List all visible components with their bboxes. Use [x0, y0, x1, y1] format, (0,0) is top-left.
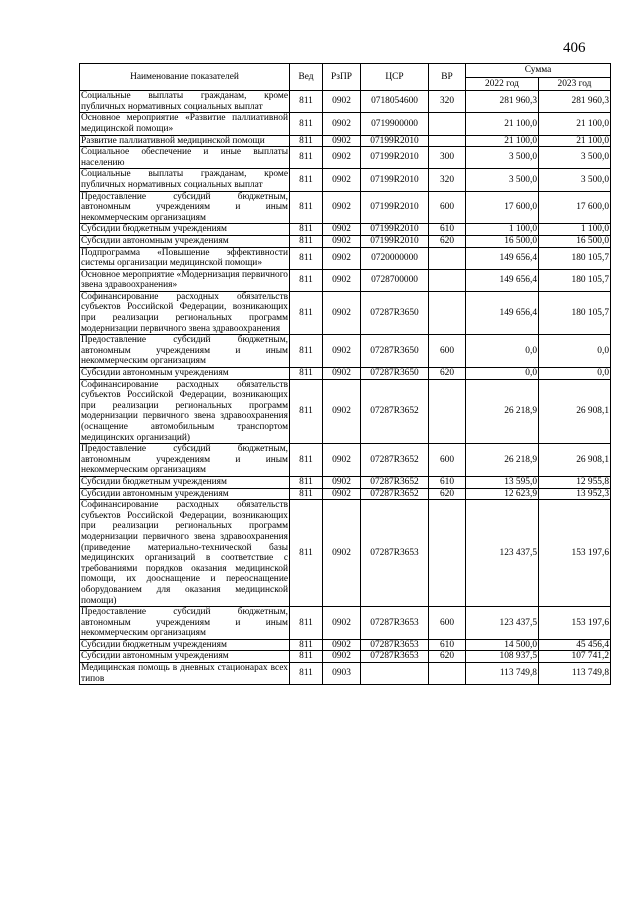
row-ved: 811	[290, 269, 323, 291]
row-ved: 811	[290, 224, 323, 236]
row-name: Развитие паллиативной медицинской помощи	[80, 135, 290, 147]
row-sum-2023: 180 105,7	[539, 269, 611, 291]
row-sum-2023: 17 600,0	[539, 191, 611, 224]
row-vr	[429, 135, 466, 147]
row-name: Социальное обеспечение и иные выплаты населению	[81, 147, 288, 168]
row-name: Медицинская помощь в дневных стационарах всех типов	[81, 663, 288, 684]
row-sum-2022: 26 218,9	[466, 444, 539, 477]
row-vr	[429, 113, 466, 135]
table-row	[80, 91, 611, 113]
budget-table	[79, 63, 611, 685]
row-sum-2022: 3 500,0	[466, 169, 539, 191]
row-sum-2023: 26 908,1	[539, 444, 611, 477]
row-csr	[361, 663, 429, 685]
row-name: Социальные выплаты гражданам, кроме публичных нормативных социальных выплат	[81, 169, 288, 190]
row-sum-2023: 180 105,7	[539, 247, 611, 269]
row-csr: 07287R3650	[361, 335, 429, 368]
row-ved: 811	[290, 113, 323, 135]
row-sum-2022: 26 218,9	[466, 379, 539, 444]
row-ved: 811	[290, 91, 323, 113]
row-sum-2023: 21 100,0	[539, 113, 611, 135]
row-csr: 0718054600	[361, 91, 429, 113]
row-ved: 811	[290, 651, 323, 663]
header-sum: Сумма	[466, 64, 611, 78]
row-sum-2022: 13 595,0	[466, 476, 539, 488]
row-sum-2022: 123 437,5	[466, 607, 539, 640]
row-name: Субсидии автономным учреждениям	[80, 368, 290, 380]
row-rzpr: 0902	[323, 500, 361, 607]
row-sum-2022: 14 500,0	[466, 639, 539, 651]
table-row	[80, 663, 611, 685]
row-ved: 811	[290, 379, 323, 444]
table-row	[80, 335, 611, 368]
row-sum-2022: 16 500,0	[466, 235, 539, 247]
row-sum-2022: 17 600,0	[466, 191, 539, 224]
table-row	[80, 235, 611, 247]
row-ved: 811	[290, 147, 323, 169]
row-name: Субсидии автономным учреждениям	[80, 651, 290, 663]
row-vr: 320	[429, 91, 466, 113]
row-vr: 600	[429, 191, 466, 224]
row-sum-2023: 153 197,6	[539, 607, 611, 640]
header-year-2023: 2023 год	[539, 77, 611, 91]
header-year-2022: 2022 год	[466, 77, 539, 91]
row-rzpr: 0902	[323, 191, 361, 224]
row-csr: 07287R3650	[361, 368, 429, 380]
table-row	[80, 147, 611, 169]
row-rzpr: 0902	[323, 379, 361, 444]
row-rzpr: 0902	[323, 147, 361, 169]
table-row	[80, 476, 611, 488]
row-vr: 610	[429, 639, 466, 651]
row-vr: 600	[429, 335, 466, 368]
row-name: Субсидии бюджетным учреждениям	[80, 224, 290, 236]
row-name: Основное мероприятие «Модернизация первичного звена здравоохранения»	[81, 269, 288, 291]
row-csr: 07199R2010	[361, 169, 429, 191]
row-rzpr: 0902	[323, 91, 361, 113]
row-ved: 811	[290, 368, 323, 380]
row-name: Предоставление субсидий бюджетным, автономным учреждениям и иным некоммерческим организациям	[81, 444, 288, 476]
table-body	[80, 91, 611, 685]
row-sum-2023: 281 960,3	[539, 91, 611, 113]
row-name: Субсидии бюджетным учреждениям	[80, 639, 290, 651]
row-sum-2022: 0,0	[466, 335, 539, 368]
row-sum-2023: 26 908,1	[539, 379, 611, 444]
row-csr: 07287R3652	[361, 488, 429, 500]
row-csr: 07199R2010	[361, 135, 429, 147]
row-vr: 620	[429, 235, 466, 247]
row-vr: 320	[429, 169, 466, 191]
row-csr: 07199R2010	[361, 147, 429, 169]
row-vr: 620	[429, 651, 466, 663]
row-rzpr: 0902	[323, 247, 361, 269]
row-sum-2023: 0,0	[539, 368, 611, 380]
row-rzpr: 0902	[323, 639, 361, 651]
row-rzpr: 0902	[323, 113, 361, 135]
row-sum-2023: 45 456,4	[539, 639, 611, 651]
row-vr	[429, 291, 466, 334]
table-row	[80, 291, 611, 334]
row-name: Подпрограмма «Повышение эффективности системы организации медицинской помощи»	[81, 247, 288, 269]
table-row	[80, 191, 611, 224]
row-csr: 0728700000	[361, 269, 429, 291]
row-sum-2022: 108 937,5	[466, 651, 539, 663]
row-rzpr: 0902	[323, 224, 361, 236]
row-csr: 0719900000	[361, 113, 429, 135]
row-csr: 07199R2010	[361, 224, 429, 236]
row-csr: 07287R3652	[361, 379, 429, 444]
row-sum-2022: 3 500,0	[466, 147, 539, 169]
row-vr: 610	[429, 224, 466, 236]
row-sum-2022: 12 623,9	[466, 488, 539, 500]
row-sum-2023: 0,0	[539, 335, 611, 368]
row-ved: 811	[290, 291, 323, 334]
row-vr: 620	[429, 488, 466, 500]
row-ved: 811	[290, 639, 323, 651]
header-rzpr: РзПР	[323, 64, 361, 91]
row-rzpr: 0902	[323, 235, 361, 247]
header-name: Наименование показателей	[80, 64, 290, 91]
row-ved: 811	[290, 607, 323, 640]
table-row	[80, 488, 611, 500]
row-ved: 811	[290, 500, 323, 607]
row-vr: 610	[429, 476, 466, 488]
row-csr: 0720000000	[361, 247, 429, 269]
row-csr: 07287R3653	[361, 651, 429, 663]
row-sum-2023: 21 100,0	[539, 135, 611, 147]
row-rzpr: 0902	[323, 651, 361, 663]
row-csr: 07287R3652	[361, 444, 429, 477]
row-sum-2023: 13 952,3	[539, 488, 611, 500]
row-ved: 811	[290, 488, 323, 500]
row-ved: 811	[290, 135, 323, 147]
row-sum-2023: 16 500,0	[539, 235, 611, 247]
header-ved: Вед	[290, 64, 323, 91]
table-row	[80, 500, 611, 607]
row-csr: 07287R3653	[361, 639, 429, 651]
table-row	[80, 368, 611, 380]
row-csr: 07287R3653	[361, 607, 429, 640]
row-sum-2022: 0,0	[466, 368, 539, 380]
row-csr: 07287R3650	[361, 291, 429, 334]
table-row	[80, 444, 611, 477]
row-sum-2022: 149 656,4	[466, 291, 539, 334]
row-vr	[429, 663, 466, 685]
row-sum-2023: 3 500,0	[539, 169, 611, 191]
row-rzpr: 0902	[323, 291, 361, 334]
row-rzpr: 0902	[323, 135, 361, 147]
row-rzpr: 0902	[323, 607, 361, 640]
row-sum-2022: 1 100,0	[466, 224, 539, 236]
table-row	[80, 113, 611, 135]
row-sum-2022: 21 100,0	[466, 113, 539, 135]
row-rzpr: 0902	[323, 488, 361, 500]
row-sum-2023: 153 197,6	[539, 500, 611, 607]
row-rzpr: 0902	[323, 335, 361, 368]
header-vr: ВР	[429, 64, 466, 91]
row-sum-2022: 281 960,3	[466, 91, 539, 113]
row-name: Софинансирование расходных обязательств субъектов Российской Федерации, возникающих при реализации региональных программ модернизации первичного звена здравоохранения	[81, 291, 288, 334]
row-name: Предоставление субсидий бюджетным, автономным учреждениям и иным некоммерческим организациям	[81, 191, 288, 223]
row-name: Субсидии автономным учреждениям	[80, 235, 290, 247]
row-name: Софинансирование расходных обязательств субъектов Российской Федерации, возникающих при реализации региональных программ модернизации первичного звена здравоохранения (оснащение автомобильным транспортом медицинских организаций)	[81, 379, 288, 443]
table-row	[80, 135, 611, 147]
table-row	[80, 269, 611, 291]
row-sum-2022: 21 100,0	[466, 135, 539, 147]
row-rzpr: 0902	[323, 269, 361, 291]
row-sum-2022: 149 656,4	[466, 269, 539, 291]
table-row	[80, 247, 611, 269]
row-sum-2022: 149 656,4	[466, 247, 539, 269]
row-csr: 07287R3652	[361, 476, 429, 488]
row-name: Социальные выплаты гражданам, кроме публичных нормативных социальных выплат	[81, 91, 288, 112]
row-sum-2023: 1 100,0	[539, 224, 611, 236]
row-rzpr: 0902	[323, 444, 361, 477]
row-ved: 811	[290, 235, 323, 247]
row-vr: 300	[429, 147, 466, 169]
row-sum-2023: 12 955,8	[539, 476, 611, 488]
row-ved: 811	[290, 191, 323, 224]
row-sum-2023: 180 105,7	[539, 291, 611, 334]
row-vr	[429, 379, 466, 444]
table-row	[80, 651, 611, 663]
row-sum-2022: 113 749,8	[466, 663, 539, 685]
row-vr: 620	[429, 368, 466, 380]
table-row	[80, 169, 611, 191]
page-number: 406	[563, 40, 586, 56]
row-csr: 07287R3653	[361, 500, 429, 607]
row-vr: 600	[429, 444, 466, 477]
row-name: Основное мероприятие «Развитие паллиативной медицинской помощи»	[81, 113, 288, 134]
table-row	[80, 607, 611, 640]
table-header	[80, 64, 611, 91]
row-vr	[429, 247, 466, 269]
row-rzpr: 0902	[323, 169, 361, 191]
row-ved: 811	[290, 476, 323, 488]
row-name: Субсидии бюджетным учреждениям	[80, 476, 290, 488]
row-sum-2023: 3 500,0	[539, 147, 611, 169]
row-rzpr: 0903	[323, 663, 361, 685]
row-rzpr: 0902	[323, 368, 361, 380]
row-vr	[429, 500, 466, 607]
row-vr	[429, 269, 466, 291]
row-ved: 811	[290, 663, 323, 685]
row-ved: 811	[290, 444, 323, 477]
row-csr: 07199R2010	[361, 191, 429, 224]
row-name: Предоставление субсидий бюджетным, автономным учреждениям и иным некоммерческим организациям	[81, 607, 288, 639]
table-row	[80, 639, 611, 651]
row-ved: 811	[290, 169, 323, 191]
row-ved: 811	[290, 247, 323, 269]
row-sum-2023: 113 749,8	[539, 663, 611, 685]
table-row	[80, 224, 611, 236]
table-row	[80, 379, 611, 444]
row-rzpr: 0902	[323, 476, 361, 488]
header-csr: ЦСР	[361, 64, 429, 91]
row-name: Субсидии автономным учреждениям	[80, 488, 290, 500]
row-sum-2023: 107 741,2	[539, 651, 611, 663]
row-csr: 07199R2010	[361, 235, 429, 247]
row-vr: 600	[429, 607, 466, 640]
row-ved: 811	[290, 335, 323, 368]
row-sum-2022: 123 437,5	[466, 500, 539, 607]
row-name: Предоставление субсидий бюджетным, автономным учреждениям и иным некоммерческим организациям	[81, 335, 288, 367]
row-name: Софинансирование расходных обязательств субъектов Российской Федерации, возникающих при реализации региональных программ модернизации первичного звена здравоохранения (приведение материально-технической базы медицинских организаций в соответствие с требованиями порядков оказания медицинской помощи, их дооснащение и переоснащение оборудованием для оказания медицинской помощи)	[81, 500, 288, 606]
